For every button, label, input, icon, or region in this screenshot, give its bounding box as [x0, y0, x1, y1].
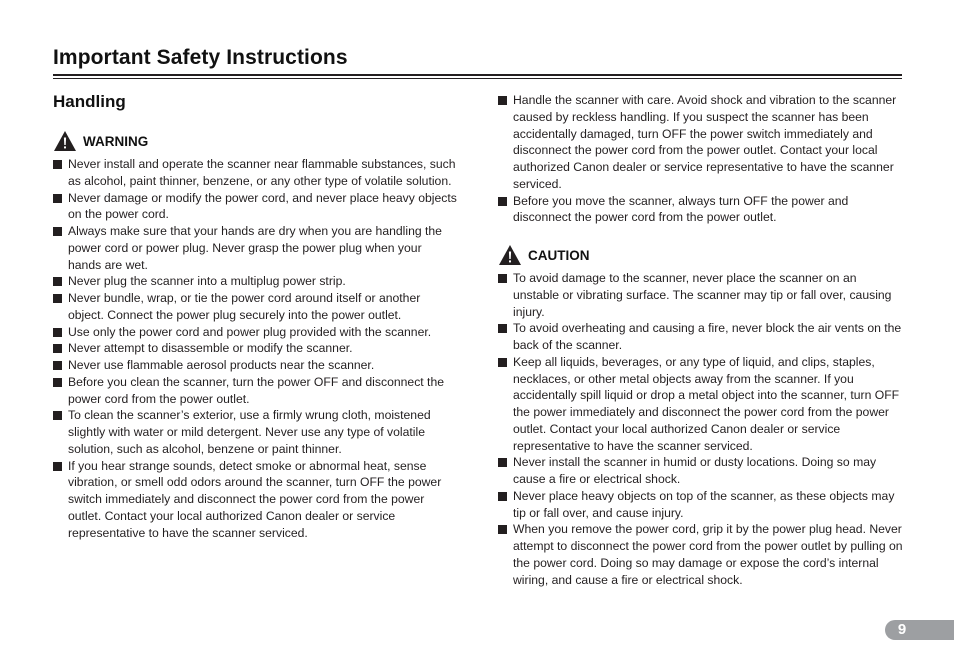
left-column [53, 129, 458, 541]
warning-item: Never bundle, wrap, or tie the power cord around itself or another object. Connect the power plug securely into the power outlet. [53, 290, 458, 324]
caution-heading [498, 243, 903, 267]
caution-item: Keep all liquids, beverages, or any type of liquid, and clips, staples, necklaces, or other metal objects away from the scanner. If you accidentally spill liquid or drop a metal object into the scanner, turn OFF the power immediately and disconnect the power cord from the power outlet. Contact your local authorized Canon dealer or service representative to have the scanner serviced. [498, 354, 903, 455]
caution-item: To avoid overheating and causing a fire, never block the air vents on the back of the scanner. [498, 320, 903, 354]
warning-item: Never use flammable aerosol products near the scanner. [53, 357, 458, 374]
warning-item: Never plug the scanner into a multiplug power strip. [53, 273, 458, 290]
section-heading: Handling [53, 92, 126, 111]
caution-item: Never install the scanner in humid or dusty locations. Doing so may cause a fire or electrical shock. [498, 454, 903, 488]
warning-list [53, 156, 458, 541]
caution-item: When you remove the power cord, grip it by the power plug head. Never attempt to disconnect the power cord from the power outlet by pulling on the power cord. Doing so may damage or expose the cord’s internal wiring, and cause a fire or electrical shock. [498, 521, 903, 588]
warning-triangle-icon [498, 244, 522, 266]
warning-item: Never install and operate the scanner near flammable substances, such as alcohol, paint thinner, benzene, or any other type of volatile solution. [53, 156, 458, 190]
right-column [498, 92, 903, 588]
warning-item: Never damage or modify the power cord, and never place heavy objects on the power cord. [53, 190, 458, 224]
title-rule-thin [53, 78, 902, 79]
warning-item: Always make sure that your hands are dry when you are handling the power cord or power plug. Never grasp the power plug when your hands are wet. [53, 223, 458, 273]
page-number-tab [885, 620, 954, 640]
warning-label: WARNING [83, 133, 149, 149]
warning-item: Never attempt to disassemble or modify the scanner. [53, 340, 458, 357]
warning-triangle-icon [53, 130, 77, 152]
caution-label: CAUTION [528, 247, 590, 263]
warning-item: Handle the scanner with care. Avoid shock and vibration to the scanner caused by reckless handling. If you suspect the scanner has been accidentally damaged, turn OFF the power switch immediately and disconnect the power cord from the power outlet. Contact your local authorized Canon dealer or service representative to have the scanner serviced. [498, 92, 903, 193]
warning-item: To clean the scanner’s exterior, use a firmly wrung cloth, moistened slightly with water or mild detergent. Never use any type of volatile solution, such as alcohol, benzene or paint thinner. [53, 407, 458, 457]
warning-item: Before you clean the scanner, turn the power OFF and disconnect the power cord from the power outlet. [53, 374, 458, 408]
page-title: Important Safety Instructions [53, 46, 348, 69]
warning-heading [53, 129, 458, 153]
warning-item: If you hear strange sounds, detect smoke or abnormal heat, sense vibration, or smell odd odors around the scanner, turn OFF the power switch immediately and disconnect the power cord from the power outlet. Contact your local authorized Canon dealer or service representative to have the scanner serviced. [53, 458, 458, 542]
title-rule [53, 74, 902, 76]
caution-item: To avoid damage to the scanner, never place the scanner on an unstable or vibrating surface. The scanner may tip or fall over, causing injury. [498, 270, 903, 320]
warning-item: Use only the power cord and power plug provided with the scanner. [53, 324, 458, 341]
caution-list [498, 270, 903, 588]
warning-list-continued [498, 92, 903, 226]
page-number: 9 [897, 621, 907, 638]
caution-item: Never place heavy objects on top of the scanner, as these objects may tip or fall over, and cause injury. [498, 488, 903, 522]
warning-item: Before you move the scanner, always turn OFF the power and disconnect the power cord from the power outlet. [498, 193, 903, 227]
